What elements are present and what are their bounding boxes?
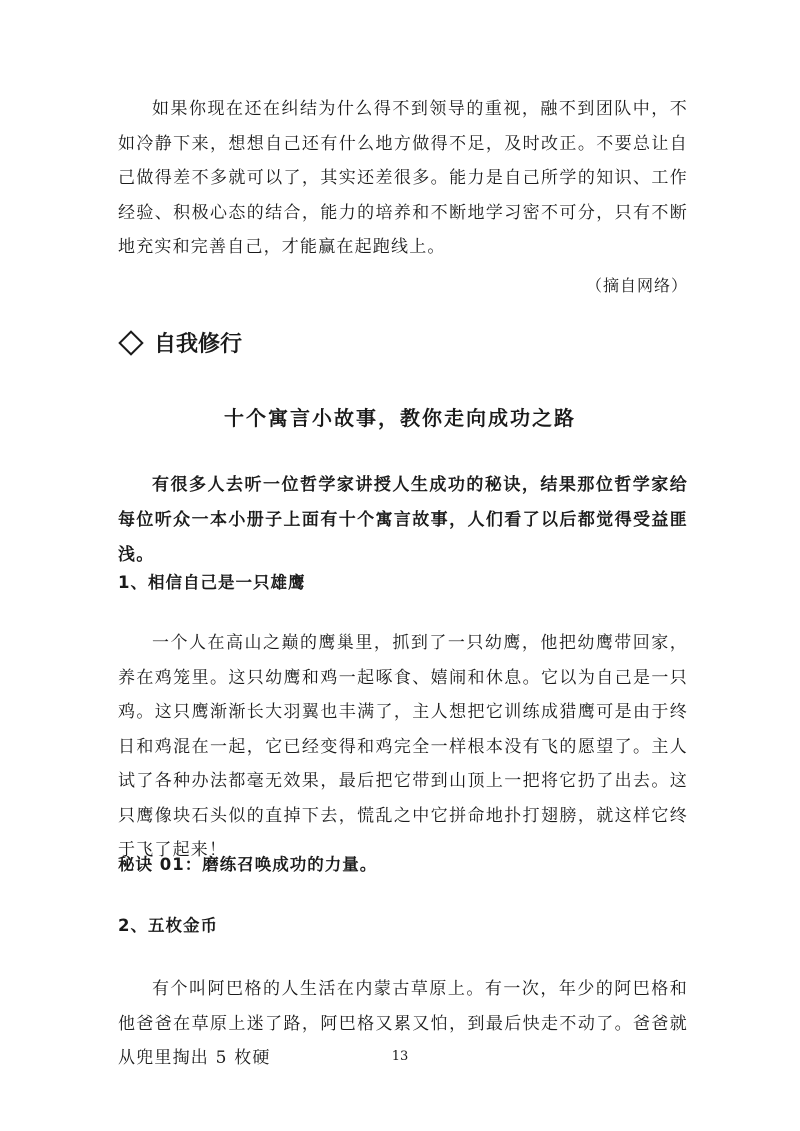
article-title: 十个寓言小故事，教你走向成功之路 <box>224 406 576 430</box>
source-note: （摘自网络） <box>585 276 688 295</box>
secret-line: 秘诀 01：磨练召唤成功的力量。 <box>118 855 378 874</box>
section-heading <box>118 327 242 358</box>
story-paragraph: 有个叫阿巴格的人生活在内蒙古草原上。有一次，年少的阿巴格和他爸爸在草原上迷了路，阿巴格又累又怕，到最后快走不动了。爸爸就从兜里掏出 5 枚硬 <box>118 979 688 1068</box>
page-number: 13 <box>391 1049 409 1064</box>
body-paragraph: 如果你现在还在纠结为什么得不到领导的重视，融不到团队中，不如冷静下来，想想自己还有什么地方做得不足，及时改正。不要总让自己做得差不多就可以了，其实还差很多。能力是自己所学的知识、工作经验、积极心态的结合，能力的培养和不断地学习密不可分，只有不断地充实和完善自己，才能赢在起跑线上。 <box>118 99 688 257</box>
section-heading-text: 自我修行 <box>154 332 243 357</box>
story-heading: 1、相信自己是一只雄鹰 <box>118 573 306 592</box>
story-paragraph: 一个人在高山之巅的鹰巢里，抓到了一只幼鹰，他把幼鹰带回家，养在鸡笼里。这只幼鹰和鸡一起啄食、嬉闹和休息。它以为自己是一只鸡。这只鹰渐渐长大羽翼也丰满了，主人想把它训练成猎鹰可是由于终日和鸡混在一起，它已经变得和鸡完全一样根本没有飞的愿望了。主人试了各种办法都毫无效果，最后把它带到山顶上一把将它扔了出去。这只鹰像块石头似的直掉下去，慌乱之中它拼命地扑打翅膀，就这样它终于飞了起来！ <box>118 633 688 860</box>
intro-paragraph: 有很多人去听一位哲学家讲授人生成功的秘诀，结果那位哲学家给每位听众一本小册子上面有十个寓言故事，人们看了以后都觉得受益匪浅。 <box>118 475 688 565</box>
diamond-icon <box>118 330 143 355</box>
story-heading: 2、五枚金币 <box>118 916 218 935</box>
